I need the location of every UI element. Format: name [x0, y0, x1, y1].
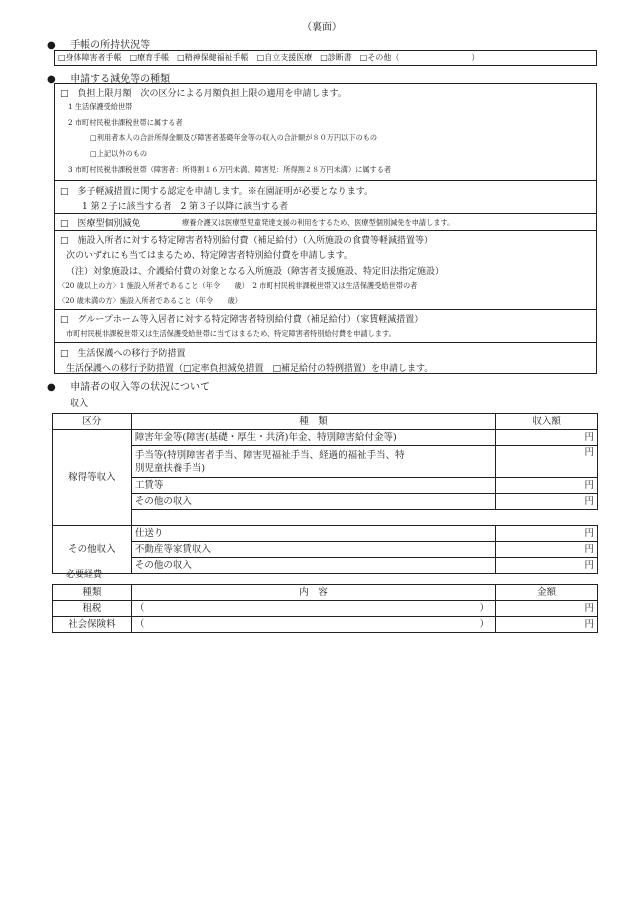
divider	[54, 309, 597, 310]
option-medical-exemption[interactable]: □ 医療型個別減免	[60, 219, 141, 229]
expense-content-insurance[interactable]: （ ）	[131, 617, 495, 633]
income-header-amount: 収入額	[496, 414, 598, 430]
section-heading-possession: ● 手帳の所持状況等	[47, 40, 151, 51]
income-type-wages: 工賃等	[131, 478, 495, 494]
facility-under20: 〈20 歳未満の方〉施設入所者であること（年令 歳）	[58, 296, 242, 305]
medical-exemption-note: 療養介護又は医療型児童発達支援の利用をするため、医療型個別減免を申請します。	[182, 218, 455, 227]
income-group-earned: 稼得等収入	[53, 430, 132, 526]
facility-benefit-note: （注）対象施設は、介護給付費の対象となる入所施設（障害者支援施設、特定旧法指定施設）	[66, 267, 445, 277]
bullet-icon: ●	[47, 382, 56, 393]
option-welfare-prevention[interactable]: □ 生活保護への移行予防措置	[60, 349, 186, 359]
income-amount-cell[interactable]: 円	[496, 542, 598, 558]
section-heading-application: ● 申請する減免等の種類	[47, 74, 171, 85]
expense-header-amount: 金額	[496, 585, 598, 601]
expense-amount-cell[interactable]: 円	[496, 601, 598, 617]
bullet-icon: ●	[47, 40, 56, 51]
page-title: （裏面）	[302, 22, 342, 33]
facility-over20: 〈20 歳以上の方〉1 施設入所者であること（年令 歳） 2 市町村民税非課税世帯又は生活保護受給世帯の者	[58, 281, 418, 290]
expenses-label: 必要経費	[66, 570, 103, 580]
expense-header-kind: 種類	[53, 585, 132, 601]
income-type-remittance: 仕送り	[131, 526, 495, 542]
income-table	[52, 413, 598, 574]
income-amount-cell[interactable]: 円	[496, 430, 598, 446]
income-header-type: 種 類	[131, 414, 495, 430]
income-amount-cell[interactable]: 円	[496, 494, 598, 510]
expenses-table	[52, 584, 598, 633]
possession-checkboxes[interactable]: □身体障害者手帳 □療育手帳 □精神保健福祉手帳 □自立支援医療 □診断書 □その他（ ）	[58, 53, 480, 62]
burden-item-2b[interactable]: □上記以外のもの	[90, 149, 148, 158]
divider	[54, 342, 597, 343]
option-group-home[interactable]: □ グループホーム等入居者に対する特定障害者特別給付費（補足給付）（家賃軽減措置）	[60, 315, 424, 325]
income-amount-cell[interactable]: 円	[496, 446, 598, 478]
divider	[54, 213, 597, 214]
burden-item-2: 2 市町村民税非課税世帯に属する者	[68, 118, 183, 127]
option-facility-benefit[interactable]: □ 施設入所者に対する特定障害者特別給付費（補足給付）（入所施設の食費等軽減措置等）	[60, 236, 434, 246]
divider	[54, 230, 597, 231]
income-header-category: 区分	[53, 414, 132, 430]
option-burden-limit[interactable]: □ 負担上限月額 次の区分による月額負担上限の適用を申請します。	[60, 89, 347, 99]
bullet-icon: ●	[47, 74, 56, 85]
group-home-note: 市町村民税非課税世帯又は生活保護受給世帯に当てはまるため、特定障害者特別給付費を申請します。	[66, 329, 396, 338]
income-amount-cell[interactable]: 円	[496, 526, 598, 542]
income-type-pension: 障害年金等(障害(基礎・厚生・共済)年金、特別障害給付金等)	[131, 430, 495, 446]
income-amount-cell[interactable]: 円	[496, 478, 598, 494]
expense-kind-insurance: 社会保険料	[53, 617, 132, 633]
expense-amount-cell[interactable]: 円	[496, 617, 598, 633]
section-heading-income: ● 申請者の収入等の状況について	[47, 382, 210, 393]
income-label: 収入	[70, 399, 89, 409]
income-type-other1: その他の収入	[131, 494, 495, 510]
income-group-other: その他収入	[53, 526, 132, 574]
divider	[54, 180, 597, 181]
expense-kind-tax: 租税	[53, 601, 132, 617]
facility-benefit-line1: 次のいずれにも当てはまるため、特定障害者特別給付費を申請します。	[66, 251, 353, 261]
expense-header-content: 内 容	[131, 585, 495, 601]
option-multi-child[interactable]: □ 多子軽減措置に関する認定を申請します。※在園証明が必要となります。	[60, 187, 374, 197]
burden-item-1: 1 生活保護受給世帯	[68, 102, 133, 111]
income-amount-cell[interactable]: 円	[496, 558, 598, 574]
income-type-other2: その他の収入	[131, 558, 495, 574]
income-type-rent: 不動産等家賃収入	[131, 542, 495, 558]
welfare-prevention-sub[interactable]: 生活保護への移行予防措置（□定率負担減免措置 □補足給付の特例措置）を申請します。	[66, 364, 434, 374]
multi-child-sub: 1 第２子に該当する者 2 第３子以降に該当する者	[82, 202, 289, 212]
income-type-allowance: 手当等(特別障害者手当、障害児福祉手当、経過的福祉手当、特 別児童扶養手当)	[131, 446, 495, 478]
expense-content-tax[interactable]: （ ）	[131, 601, 495, 617]
burden-item-2a[interactable]: □利用者本人の合計所得金額及び障害者基礎年金等の収入の合計額が８０万円以下のもの	[90, 133, 378, 142]
burden-item-3: 3 市町村民税非課税世帯（障害者：所得割１６万円未満、障害児：所得割２８万円未満）に属する者	[68, 165, 392, 174]
